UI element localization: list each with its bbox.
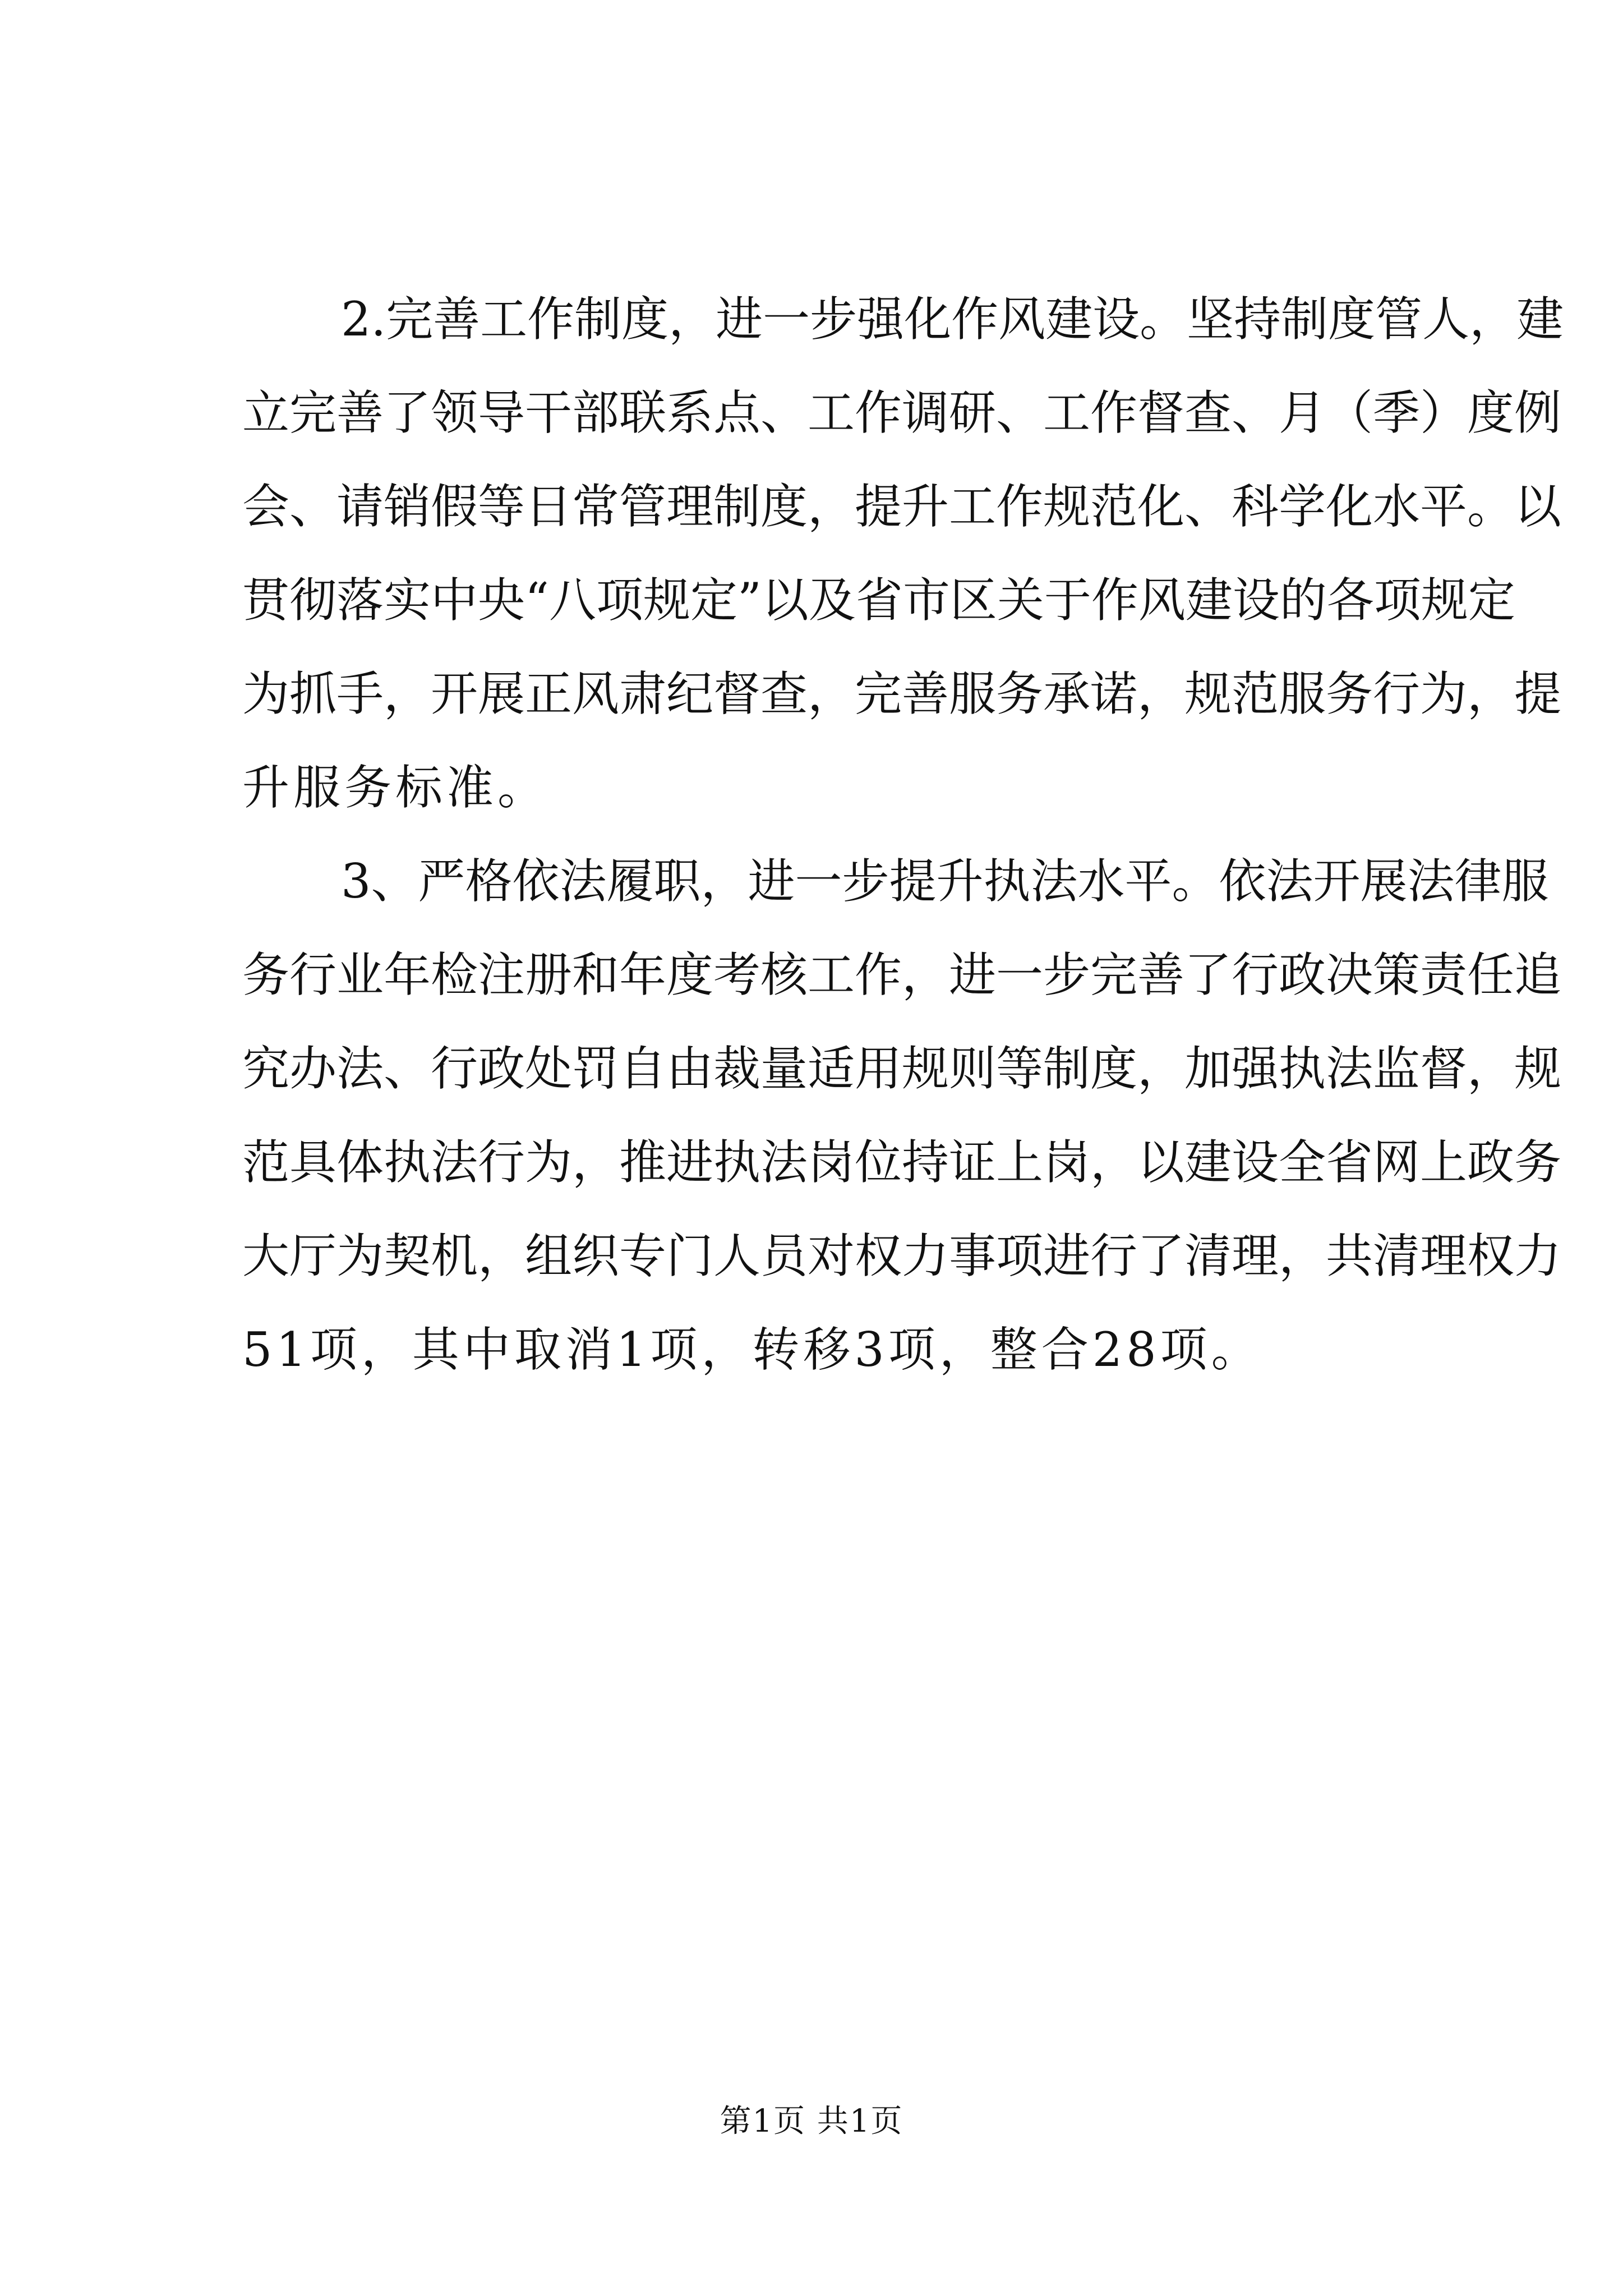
paragraph-3: [242, 835, 1562, 1397]
paragraph-line: 务行业年检注册和年度考核工作，进一步完善了行政决策责任追: [242, 947, 1562, 1002]
paragraph-line: 究办法、行政处罚自由裁量适用规则等制度，加强执法监督，规: [242, 1041, 1562, 1096]
paragraph-line: 范具体执法行为，推进执法岗位持证上岗，以建设全省网上政务: [242, 1135, 1562, 1190]
paragraph-line: 贯彻落实中央“八项规定”以及省市区关于作风建设的各项规定: [242, 573, 1515, 628]
paragraph-line: 升服务标准。: [242, 760, 549, 815]
page-number-footer: 第1页 共1页: [720, 2103, 903, 2139]
paragraph-line: 立完善了领导干部联系点、工作调研、工作督查、月（季）度例: [242, 385, 1562, 440]
paragraph-line: 2.完善工作制度，进一步强化作风建设。坚持制度管人，建: [341, 292, 1564, 347]
paragraph-line: 为抓手，开展正风肃纪督查，完善服务承诺，规范服务行为，提: [242, 666, 1562, 721]
paragraph-line: 3、严格依法履职，进一步提升执法水平。依法开展法律服: [341, 854, 1549, 909]
document-body: [242, 273, 1564, 1397]
paragraph-line: 大厅为契机，组织专门人员对权力事项进行了清理，共清理权力: [242, 1228, 1562, 1283]
paragraph-2: [242, 273, 1564, 835]
paragraph-line: 会、请销假等日常管理制度，提升工作规范化、科学化水平。以: [242, 479, 1562, 534]
paragraph-line: 51项，其中取消1项，转移3项，整合28项。: [242, 1322, 1262, 1377]
